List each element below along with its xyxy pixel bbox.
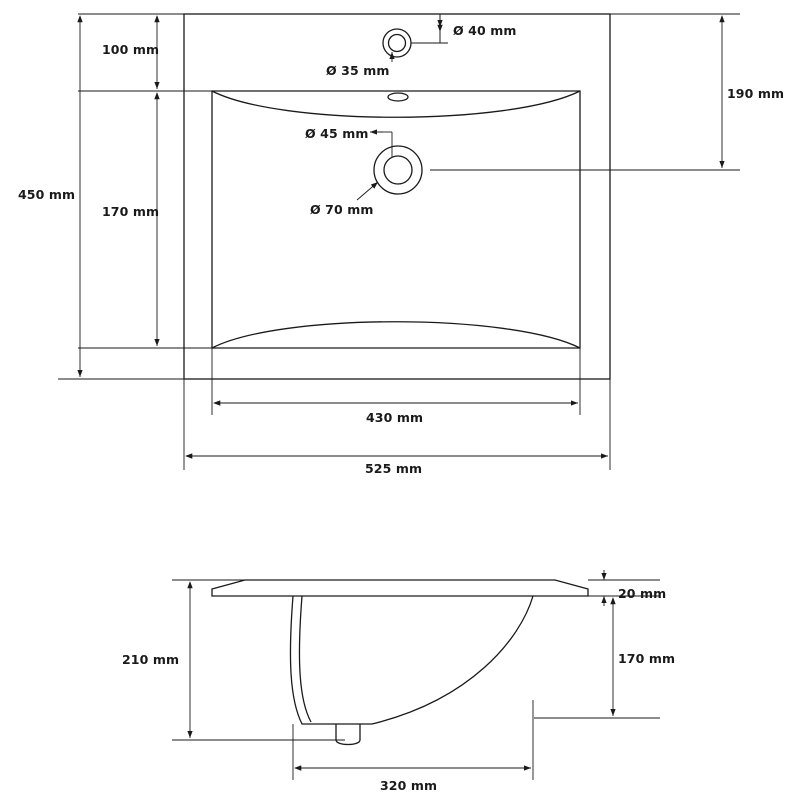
top-view-geometry bbox=[184, 14, 610, 379]
hole-label-35mm: Ø 35 mm bbox=[326, 63, 390, 78]
hole-label-70mm: Ø 70 mm bbox=[310, 202, 374, 217]
dim-label-170mm-side: 170 mm bbox=[618, 651, 676, 666]
dim-label-20mm: 20 mm bbox=[618, 586, 667, 601]
hole-label-45mm: Ø 45 mm bbox=[305, 126, 369, 141]
dim-label-190mm: 190 mm bbox=[727, 86, 785, 101]
dim-label-320mm: 320 mm bbox=[380, 778, 438, 793]
dim-label-525mm: 525 mm bbox=[365, 461, 423, 476]
side-view-geometry bbox=[212, 580, 588, 745]
top-view-dimensions bbox=[58, 14, 740, 470]
hole-label-40mm: Ø 40 mm bbox=[453, 23, 517, 38]
side-view-dimensions bbox=[172, 570, 660, 780]
top-view-holes bbox=[374, 29, 422, 194]
dim-label-450mm: 450 mm bbox=[18, 187, 76, 202]
dim-label-170mm: 170 mm bbox=[102, 204, 160, 219]
hole-callout-leaders bbox=[357, 14, 448, 200]
dim-label-210mm: 210 mm bbox=[122, 652, 180, 667]
dim-label-430mm: 430 mm bbox=[366, 410, 424, 425]
dim-label-100mm: 100 mm bbox=[102, 42, 160, 57]
